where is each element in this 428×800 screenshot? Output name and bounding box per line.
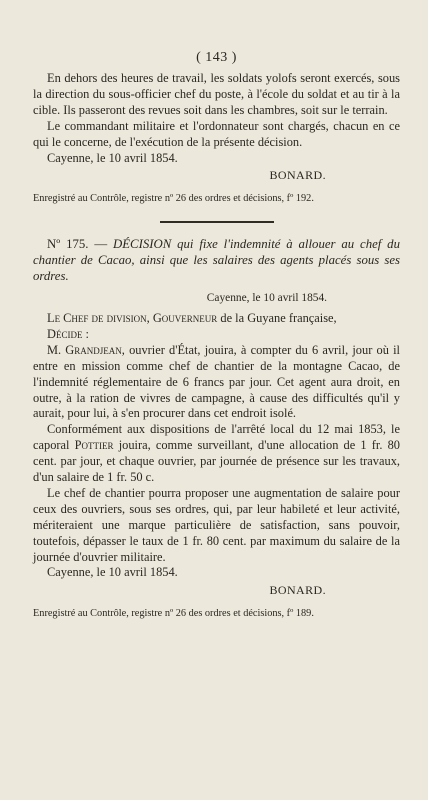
paragraph-salary-increase: Le chef de chantier pourra proposer une augmentation de salaire pour ceux des ouvriers, sous ses ordres, qui, par leur habileté et leur activité, mériteraient une marque particulière de satisfaction, sans pouvoir, toutefois, dépasser le taux de 1 fr. 80 cent. par maximum du salaire de la journée d'ouvrier militaire.: [33, 485, 400, 564]
decision-heading: [33, 237, 400, 285]
decision-date: Cayenne, le 10 avril 1854.: [47, 150, 178, 165]
paragraph-pottier: [33, 422, 400, 486]
person-name-grandjean: M. Grandjean,: [47, 342, 125, 357]
registration-note-2: Enregistré au Contrôle, registre nº 26 des ordres et décisions, fº 189.: [33, 608, 314, 620]
paragraph-execution: Le commandant militaire et l'ordonnateur sont chargés, chacun en ce qui le concerne, de l'exécution de la présente décision.: [33, 118, 400, 149]
decision-place-date: Cayenne, le 10 avril 1854.: [206, 292, 327, 305]
authority-title: Le Chef de division, Gouverneur: [47, 310, 218, 325]
authority-line: [33, 311, 400, 327]
registration-note: Enregistré au Contrôle, registre nº 26 des ordres et décisions, fº 192.: [33, 193, 314, 205]
paragraph-soldiers-training: En dehors des heures de travail, les soldats yolofs seront exercés, sous la direction du sous-officier chef du poste, à l'école du soldat et au tir à la cible. Ils passeront des revues soit dans les chambres, soit sur le terrain.: [33, 71, 400, 117]
signature: BONARD.: [269, 168, 326, 183]
decision-date-2: Cayenne, le 10 avril 1854.: [47, 565, 178, 580]
paragraph-grandjean-text: ouvrier d'État, jouira, à compter du 6 avril, jour où il entre en mission comme chef de chantier de la montagne Cacao, de l'indemnité réglementaire de 6 francs par jour. Cet agent aura droit, en outre, à la ration de vivres de campagne, à cause des difficultés qu'il y aurait, pour lui, à s'en procurer dans cet endroit isolé.: [33, 342, 400, 421]
paragraph-pottier-text-a: Conformément aux dispositions de l'arrêté local du 12 mai 1853, le caporal: [33, 422, 400, 453]
authority-territory: de la Guyane française,: [220, 310, 337, 325]
section-divider: [160, 221, 274, 223]
decide-label: Décide :: [47, 326, 89, 341]
person-name-pottier: Pottier: [74, 438, 114, 453]
page-number: ( 143 ): [196, 50, 237, 65]
decision-number: Nº 175. —: [47, 237, 108, 252]
signature-2: BONARD.: [269, 583, 326, 598]
paragraph-grandjean: [33, 343, 400, 423]
decision-title: DÉCISION qui fixe l'indemnité à allouer au chef du chantier de Cacao, ainsi que les salaires des agents placés sous ses ordres.: [33, 237, 400, 284]
paragraph-pottier-text-b: jouira, comme surveillant, d'une allocation de 1 fr. 80 cent. par jour, et chaque ouvrier, par journée de présence sur les travaux, d'un salaire de 1 fr. 50 c.: [33, 438, 400, 485]
